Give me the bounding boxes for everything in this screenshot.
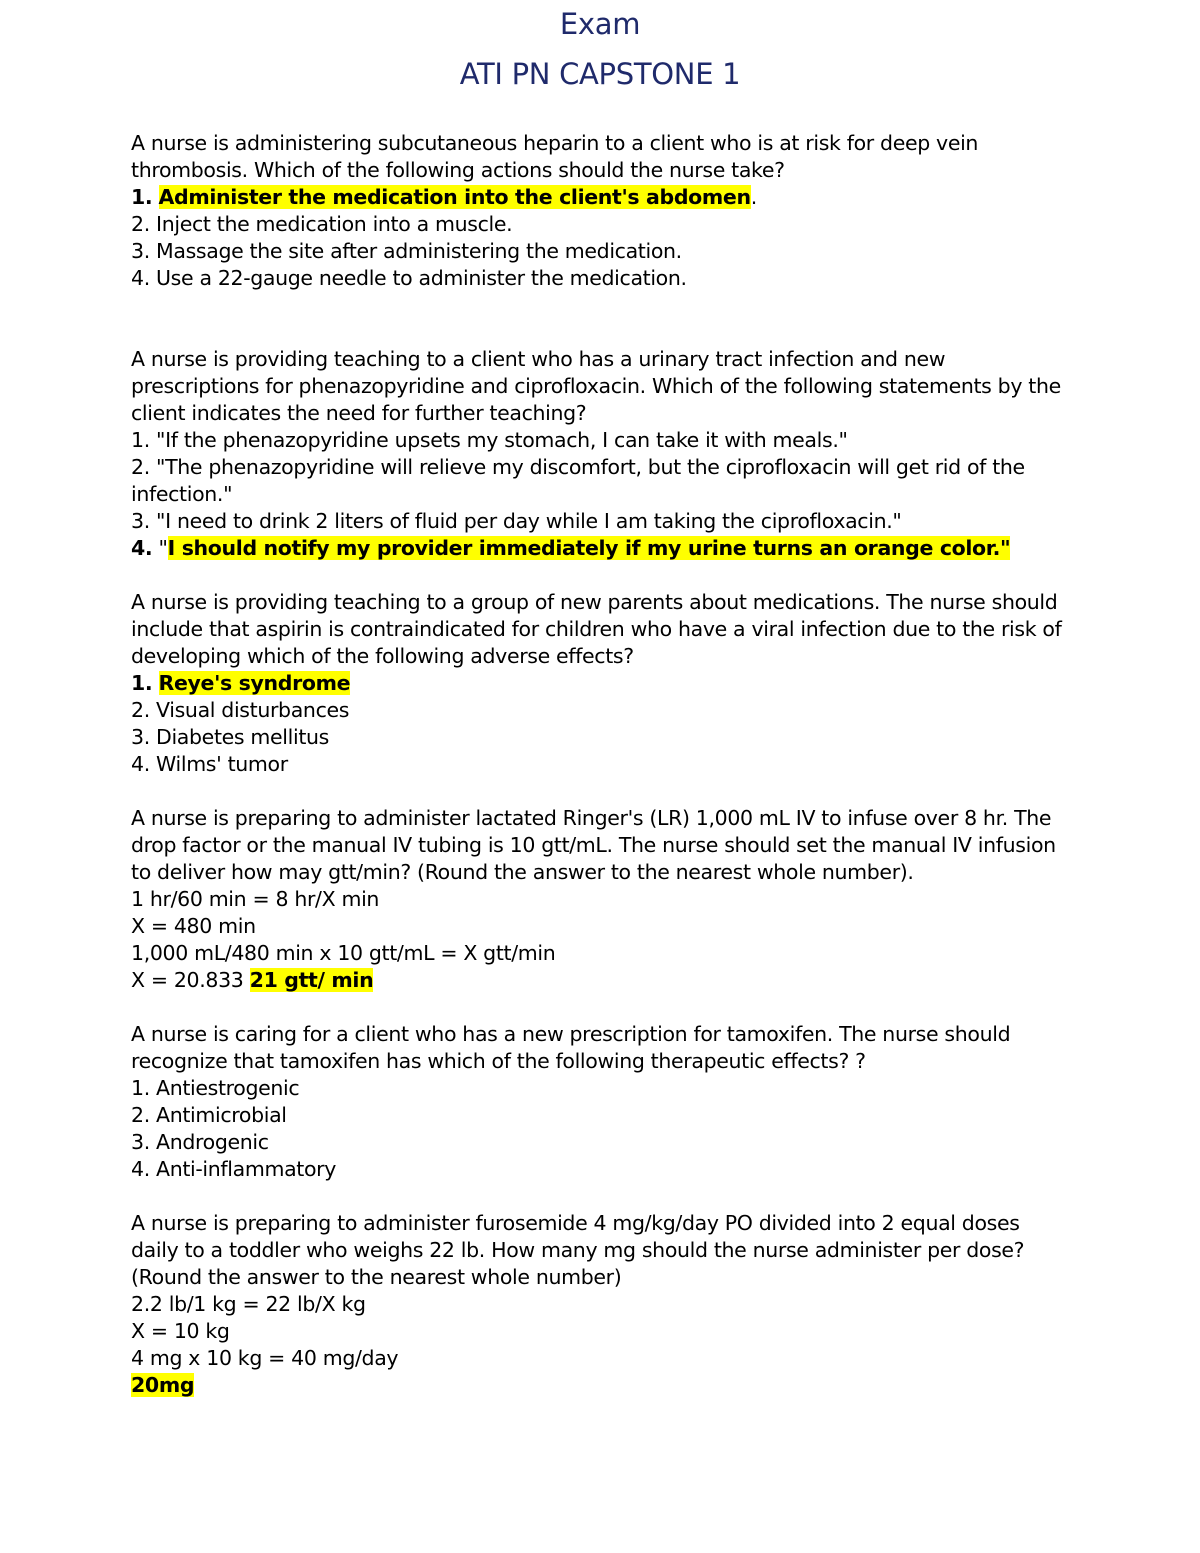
highlighted-answer: I should notify my provider immediately if my urine turns an orange color." xyxy=(167,536,1011,560)
option-number: 1. xyxy=(131,671,153,695)
question-2 xyxy=(131,346,1071,562)
question-stem: A nurse is administering subcutaneous heparin to a client who is at risk for deep vein thrombosis. Which of the following actions should the nurse take? xyxy=(131,131,979,182)
answer-option xyxy=(131,211,1071,238)
answer-option xyxy=(131,1156,1071,1183)
option-text: "I need to drink 2 liters of fluid per day while I am taking the ciprofloxacin." xyxy=(156,509,902,533)
calculation-step: X = 10 kg xyxy=(131,1319,230,1343)
answer-option xyxy=(131,1075,1071,1102)
answer-option xyxy=(131,1129,1071,1156)
option-text: Antimicrobial xyxy=(156,1103,287,1127)
answer-prefix: X = 20.833 xyxy=(131,968,250,992)
highlighted-answer: 21 gtt/ min xyxy=(249,968,374,992)
question-6 xyxy=(131,1210,1071,1399)
answer-option-correct xyxy=(131,670,1071,697)
option-text: Diabetes mellitus xyxy=(156,725,329,749)
calculation-step: 1 hr/60 min = 8 hr/X min xyxy=(131,887,380,911)
answer-option xyxy=(131,697,1071,724)
document-title: Exam xyxy=(559,7,641,41)
option-number: 3. xyxy=(131,509,150,533)
calculation-answer xyxy=(131,967,1071,994)
calculation-step: 4 mg x 10 kg = 40 mg/day xyxy=(131,1346,399,1370)
question-stem: A nurse is preparing to administer furosemide 4 mg/kg/day PO divided into 2 equal doses daily to a toddler who weighs 22 lb. How many mg should the nurse administer per dose? (Round the answer to the nearest whole number) xyxy=(131,1211,1025,1289)
answer-option-correct xyxy=(131,184,1071,211)
option-text: Inject the medication into a muscle. xyxy=(156,212,513,236)
document-content xyxy=(131,130,1071,1426)
option-number: 2. xyxy=(131,698,150,722)
answer-option xyxy=(131,1102,1071,1129)
question-4 xyxy=(131,805,1071,994)
question-stem: A nurse is providing teaching to a client who has a urinary tract infection and new prescriptions for phenazopyridine and ciprofloxacin. Which of the following statements by the client indicates the need for further teaching? xyxy=(131,347,1061,425)
option-text: Anti-inflammatory xyxy=(156,1157,337,1181)
option-text: Wilms' tumor xyxy=(156,752,288,776)
option-text: Visual disturbances xyxy=(156,698,350,722)
question-5 xyxy=(131,1021,1071,1183)
highlighted-answer: Administer the medication into the client's abdomen xyxy=(158,185,751,209)
option-suffix: . xyxy=(750,185,757,209)
document-subtitle: ATI PN CAPSTONE 1 xyxy=(459,57,741,91)
option-text: "The phenazopyridine will relieve my discomfort, but the ciprofloxacin will get rid of the infection." xyxy=(131,455,1025,506)
option-text: Massage the site after administering the medication. xyxy=(156,239,682,263)
calculation-step: X = 480 min xyxy=(131,914,256,938)
option-text: Use a 22-gauge needle to administer the medication. xyxy=(156,266,687,290)
option-number: 4. xyxy=(131,536,153,560)
option-number: 2. xyxy=(131,1103,150,1127)
option-number: 3. xyxy=(131,1130,150,1154)
answer-option xyxy=(131,454,1071,508)
calculation-step: 2.2 lb/1 kg = 22 lb/X kg xyxy=(131,1292,366,1316)
answer-option-correct xyxy=(131,535,1071,562)
question-stem: A nurse is preparing to administer lactated Ringer's (LR) 1,000 mL IV to infuse over 8 hr. The drop factor or the manual IV tubing is 10 gtt/mL. The nurse should set the manual IV infusion to deliver how may gtt/min? (Round the answer to the nearest whole number). xyxy=(131,806,1056,884)
answer-option xyxy=(131,751,1071,778)
calculation-step: 1,000 mL/480 min x 10 gtt/mL = X gtt/min xyxy=(131,941,556,965)
option-text: Antiestrogenic xyxy=(156,1076,300,1100)
question-stem: A nurse is providing teaching to a group of new parents about medications. The nurse should include that aspirin is contraindicated for children who have a viral infection due to the risk of developing which of the following adverse effects? xyxy=(131,590,1062,668)
question-1 xyxy=(131,130,1071,292)
option-number: 4. xyxy=(131,266,150,290)
answer-option xyxy=(131,724,1071,751)
highlighted-answer: Reye's syndrome xyxy=(158,671,351,695)
question-3 xyxy=(131,589,1071,778)
option-number: 2. xyxy=(131,212,150,236)
option-number: 4. xyxy=(131,752,150,776)
option-number: 3. xyxy=(131,239,150,263)
answer-option xyxy=(131,427,1071,454)
highlighted-answer: 20mg xyxy=(131,1373,195,1397)
option-text: Androgenic xyxy=(156,1130,269,1154)
question-stem: A nurse is caring for a client who has a new prescription for tamoxifen. The nurse should recognize that tamoxifen has which of the following therapeutic effects? ? xyxy=(131,1022,1011,1073)
option-text: "If the phenazopyridine upsets my stomach, I can take it with meals." xyxy=(156,428,848,452)
answer-option xyxy=(131,508,1071,535)
answer-option xyxy=(131,238,1071,265)
option-prefix: " xyxy=(158,536,168,560)
option-number: 1. xyxy=(131,428,150,452)
answer-option xyxy=(131,265,1071,292)
option-number: 4. xyxy=(131,1157,150,1181)
option-number: 3. xyxy=(131,725,150,749)
calculation-answer xyxy=(131,1372,1071,1399)
option-number: 2. xyxy=(131,455,150,479)
option-number: 1. xyxy=(131,1076,150,1100)
option-number: 1. xyxy=(131,185,153,209)
